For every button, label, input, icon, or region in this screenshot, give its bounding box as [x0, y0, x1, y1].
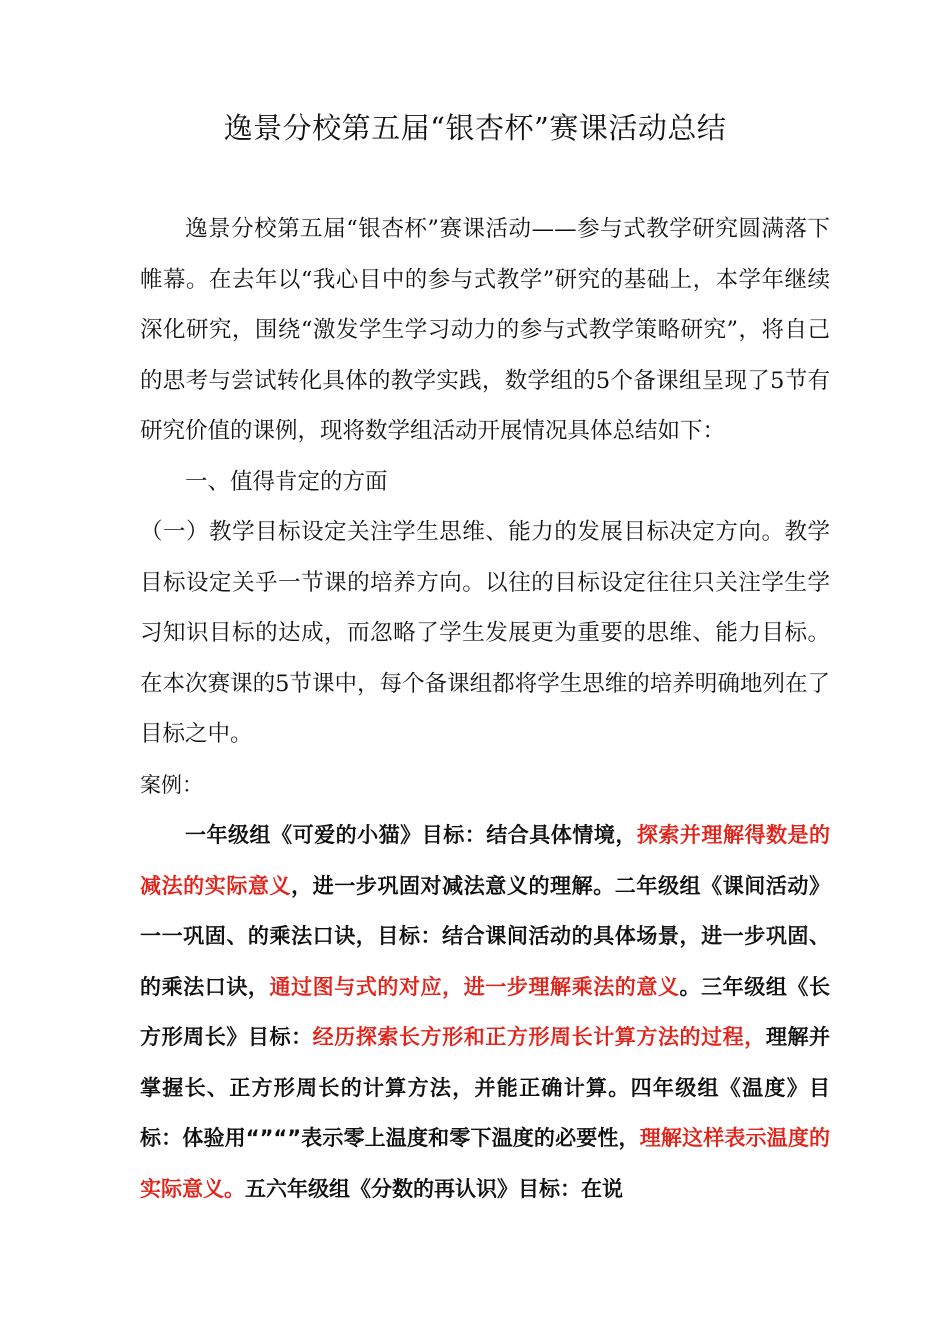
document-body: [140, 204, 830, 1214]
subsection-paragraph: [140, 507, 830, 760]
case-text: 一年级组《可爱的小猫》目标：结合具体情境，: [185, 823, 637, 847]
case-highlight-text: 理解这样表示温度的实际意义。: [140, 1126, 830, 1201]
case-text: 五六年级组《分数的再认识》目标：在说: [245, 1176, 623, 1201]
section-heading: 一、值得肯定的方面: [185, 468, 388, 495]
case-text: 理解并掌握长、正方形周长的计算方法，并能正确计算。四年级组《温度》目标：体验用“”“”表示零上温度和零下温度的必要性，: [140, 1025, 831, 1150]
subsection-body: 教学目标设定关乎一节课的培养方向。以往的目标设定往往只关注学生学习知识目标的达成，而忽略了学生发展更为重要的思维、能力目标。在本次赛课的5节课中，每个备课组都将学生思维的培养明确地列在了目标之中。: [140, 519, 830, 747]
case-text: 。三年级组《长方形周长》目标：: [140, 974, 830, 1049]
case-highlight-text: 通过图与式的对应，进一步理解乘法的意义: [269, 974, 680, 999]
intro-paragraph: 逸景分校第五届“银杏杯”赛课活动——参与式教学研究圆满落下帷幕。在去年以“我心目中的参与式教学”研究的基础上，本学年继续深化研究，围绕“激发学生学习动力的参与式教学策略研究”，将自己的思考与尝试转化具体的教学实践，数学组的5个备课组呈现了5节有研究价值的课例，现将数学组活动开展情况具体总结如下：: [140, 216, 830, 444]
case-label: 案例：: [140, 772, 203, 797]
subsection-heading: （一）教学目标设定关注学生思维、能力的发展目标决定方向。: [140, 519, 785, 545]
document-title: 逸景分校第五届“银杏杯”赛课活动总结: [223, 111, 727, 145]
case-highlight-text: 经历探索长方形和正方形周长计算方法的过程，: [312, 1025, 766, 1049]
case-highlight-text: 探索并理解得数是的减法的实际意义: [140, 823, 831, 898]
case-paragraph: [140, 810, 830, 1214]
case-text: ，进一步巩固对减法意义的理解。二年级组《课间活动》一一巩固、的乘法口诀，目标：结合课间活动的具体场景，进一步巩固、的乘法口诀，: [140, 873, 831, 999]
